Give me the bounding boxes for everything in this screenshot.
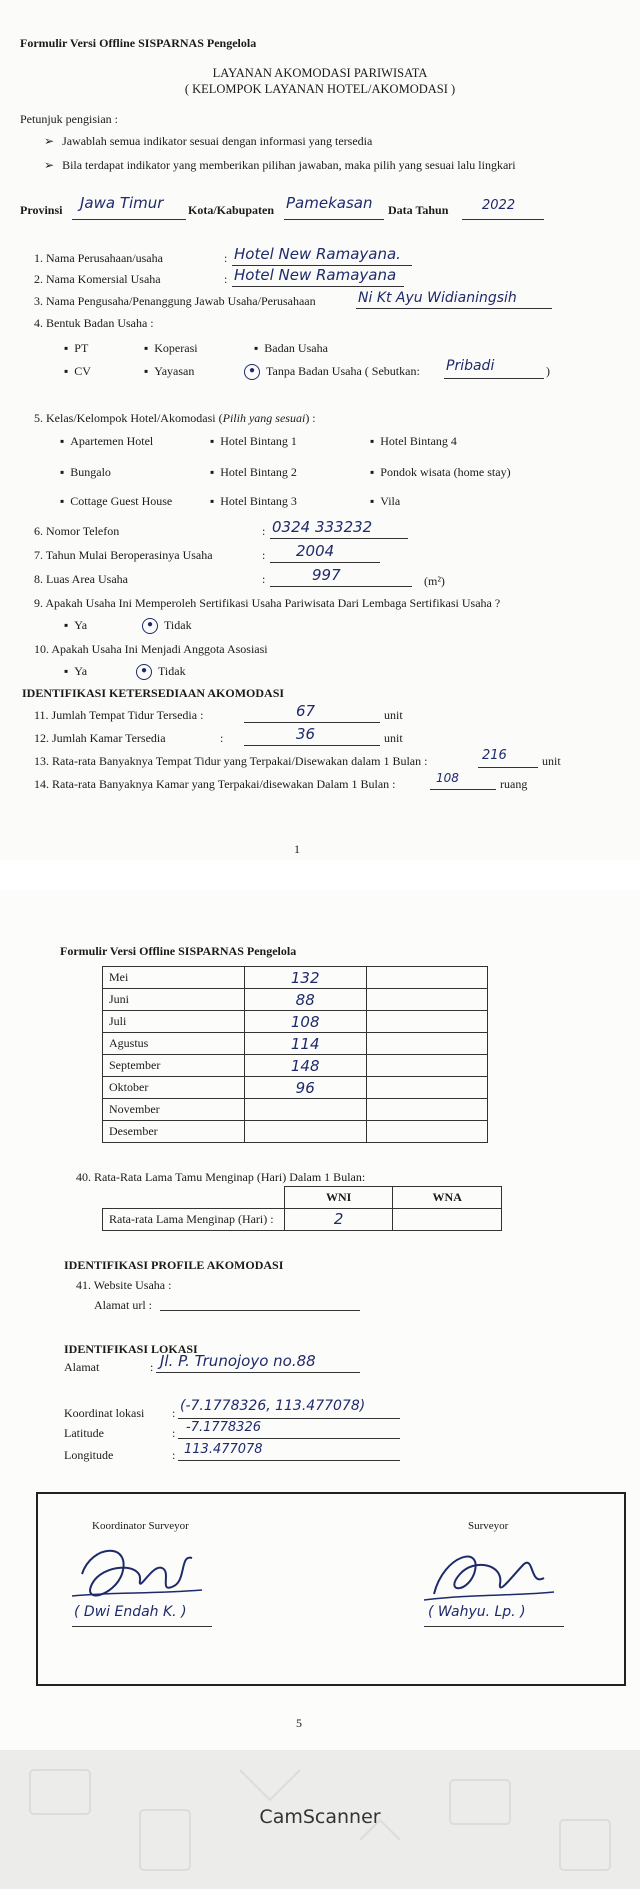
form-header: Formulir Versi Offline SISPARNAS Pengelola [20, 36, 257, 50]
instruction-1: ➢ Jawablah semua indikator sesuai dengan informasi yang tersedia [44, 134, 372, 149]
scanner-footer [0, 1750, 640, 1889]
table-row: Mei 132 [103, 967, 488, 989]
q4-option-badan-usaha: ▪ Badan Usaha [254, 341, 328, 356]
q1-label: 1. Nama Perusahaan/usaha [34, 251, 163, 265]
q7-label: 7. Tahun Mulai Beroperasinya Usaha [34, 548, 213, 562]
q10-option-ya: ▪ Ya [64, 664, 87, 679]
q5-option-vila: ▪ Vila [370, 494, 400, 509]
table-row: Oktober 96 [103, 1077, 488, 1099]
q4-option-yayasan: ▪ Yayasan [144, 364, 194, 379]
table-row: Rata-rata Lama Menginap (Hari) : 2 [103, 1208, 502, 1230]
q14-label: 14. Rata-rata Banyaknya Kamar yang Terpakai/disewakan Dalam 1 Bulan : [34, 777, 396, 791]
table-row: Juli 108 [103, 1011, 488, 1033]
section-lokasi: IDENTIFIKASI LOKASI [64, 1342, 198, 1356]
q14-value: 108 [436, 771, 459, 785]
q12-label: 12. Jumlah Kamar Tersedia [34, 731, 166, 745]
table-row: WNI WNA [103, 1187, 502, 1209]
q2-label: 2. Nama Komersial Usaha [34, 272, 161, 286]
q5-option-bintang-2: ▪ Hotel Bintang 2 [210, 465, 297, 480]
page-number: 5 [296, 1716, 302, 1730]
q4-option-cv: ▪ CV [64, 364, 91, 379]
koordinator-signature [62, 1534, 212, 1614]
latitude-value: -7.1778326 [186, 1420, 261, 1435]
provinsi-label: Provinsi [20, 203, 63, 217]
q40-label: 40. Rata-Rata Lama Tamu Menginap (Hari) Dalam 1 Bulan: [76, 1170, 366, 1184]
table-row: September 148 [103, 1055, 488, 1077]
q11-unit: unit [384, 708, 403, 722]
q5-option-bungalo: ▪ Bungalo [60, 465, 111, 480]
q4-option-pt: ▪ PT [64, 341, 88, 356]
longitude-label: Longitude [64, 1448, 114, 1462]
kota-value: Pamekasan [286, 194, 373, 212]
q11-value: 67 [296, 702, 316, 720]
selected-circle-icon: ● [142, 618, 158, 634]
q12-value: 36 [296, 725, 316, 743]
alamat-label: Alamat [64, 1360, 100, 1374]
table-row: Agustus 114 [103, 1033, 488, 1055]
q4-option-koperasi: ▪ Koperasi [144, 341, 198, 356]
stay-table [102, 1186, 502, 1231]
q4-tanpa-value: Pribadi [446, 358, 495, 374]
section-profile-akomodasi: IDENTIFIKASI PROFILE AKOMODASI [64, 1258, 284, 1272]
q8-unit: (m²) [424, 574, 445, 588]
q9-label: 9. Apakah Usaha Ini Memperoleh Sertifikasi Usaha Pariwisata Dari Lembaga Sertifikasi Usaha ? [34, 596, 501, 610]
koordinator-label: Koordinator Surveyor [92, 1520, 189, 1532]
alamat-value: Jl. P. Trunojoyo no.88 [160, 1352, 316, 1370]
form-header: Formulir Versi Offline SISPARNAS Pengelola [60, 944, 297, 958]
section-ketersediaan-akomodasi: IDENTIFIKASI KETERSEDIAAN AKOMODASI [22, 686, 285, 700]
monthly-table [102, 966, 488, 1143]
q41-url-label: Alamat url : [94, 1298, 152, 1312]
title-line-2: ( KELOMPOK LAYANAN HOTEL/AKOMODASI ) [184, 82, 456, 96]
signature-box [36, 1492, 626, 1686]
q10-label: 10. Apakah Usaha Ini Menjadi Anggota Asosiasi [34, 642, 268, 656]
latitude-label: Latitude [64, 1426, 104, 1440]
q10-option-tidak: ● Tidak [136, 664, 186, 680]
selected-circle-icon: ● [136, 664, 152, 680]
q3-value: Ni Kt Ayu Widianingsih [358, 290, 517, 306]
q2-value: Hotel New Ramayana [234, 266, 397, 284]
tahun-label: Data Tahun [388, 203, 449, 217]
form-page-5: Formulir Versi Offline SISPARNAS Pengelola Mei 132 Juni 88 Juli 108 Agustus 114 September 148 Oktober 96 November Desember 40. Rata-Rata Lama Tamu Menginap (Hari) Dalam 1 Bulan: WNI WNA Rata-rata Lama Menginap (Hari) : 2 IDENTIFIKASI PROFILE AKOMODASI 41. Website Usaha : Alamat url : IDENTIFIKASI LOKASI Alamat : Jl. P. Trunojoyo no.88 Koordinat lokasi : (-7.1778326, 113.477078) Latitude : -7.1778326 Longitude : 113.477078 5 [0, 890, 640, 1750]
q41-label: 41. Website Usaha : [76, 1278, 172, 1292]
koordinat-label: Koordinat lokasi [64, 1406, 145, 1420]
q5-option-pondok: ▪ Pondok wisata (home stay) [370, 465, 511, 480]
q4-option-tanpa-badan: ● Tanpa Badan Usaha ( Sebutkan: [244, 364, 420, 380]
q5-option-bintang-1: ▪ Hotel Bintang 1 [210, 434, 297, 449]
surveyor-signature [404, 1534, 564, 1614]
q7-value: 2004 [296, 542, 335, 560]
table-row: November [103, 1099, 488, 1121]
page-gap [0, 860, 640, 890]
q12-unit: unit [384, 731, 403, 745]
table-row: Desember [103, 1121, 488, 1143]
longitude-value: 113.477078 [184, 1442, 263, 1457]
q1-value: Hotel New Ramayana. [234, 245, 401, 263]
koordinator-name: ( Dwi Endah K. ) [74, 1604, 187, 1620]
q5-label: 5. Kelas/Kelompok Hotel/Akomodasi (Pilih yang sesuai) : [34, 411, 316, 425]
q11-label: 11. Jumlah Tempat Tidur Tersedia : [34, 708, 204, 722]
q13-unit: unit [542, 754, 561, 768]
q6-value: 0324 333232 [272, 518, 373, 536]
q14-unit: ruang [500, 777, 528, 791]
q5-option-bintang-4: ▪ Hotel Bintang 4 [370, 434, 457, 449]
title-line-1: LAYANAN AKOMODASI PARIWISATA [212, 66, 428, 80]
instruction-2: ➢ Bila terdapat indikator yang memberikan pilihan jawaban, maka pilih yang sesuai lalu lingkari [44, 158, 516, 173]
kota-label: Kota/Kabupaten [188, 203, 275, 217]
surveyor-name: ( Wahyu. Lp. ) [428, 1604, 526, 1620]
tahun-value: 2022 [482, 198, 516, 213]
surveyor-label: Surveyor [468, 1520, 509, 1532]
q8-label: 8. Luas Area Usaha [34, 572, 128, 586]
provinsi-value: Jawa Timur [80, 194, 164, 212]
camscanner-brand: CamScanner [259, 1806, 381, 1828]
selected-circle-icon: ● [244, 364, 260, 380]
q9-option-ya: ▪ Ya [64, 618, 87, 633]
q13-value: 216 [482, 748, 507, 763]
q5-option-apartemen: ▪ Apartemen Hotel [60, 434, 153, 449]
q5-option-bintang-3: ▪ Hotel Bintang 3 [210, 494, 297, 509]
q13-label: 13. Rata-rata Banyaknya Tempat Tidur yang Terpakai/Disewakan dalam 1 Bulan : [34, 754, 428, 768]
instructions-label: Petunjuk pengisian : [20, 112, 118, 126]
page-number: 1 [294, 842, 300, 856]
q9-option-tidak: ● Tidak [142, 618, 192, 634]
q5-option-cottage: ▪ Cottage Guest House [60, 494, 172, 509]
koordinat-value: (-7.1778326, 113.477078) [180, 1398, 366, 1414]
q3-label: 3. Nama Pengusaha/Penanggung Jawab Usaha/Perusahaan [34, 294, 316, 308]
q6-label: 6. Nomor Telefon [34, 524, 120, 538]
q4-label: 4. Bentuk Badan Usaha : [34, 316, 154, 330]
table-row: Juni 88 [103, 989, 488, 1011]
q8-value: 997 [312, 566, 341, 584]
form-page-1: Formulir Versi Offline SISPARNAS Pengelola LAYANAN AKOMODASI PARIWISATA ( KELOMPOK LAYANAN HOTEL/AKOMODASI ) Petunjuk pengisian : ➢ Jawablah semua indikator sesuai dengan informasi yang tersedia ➢ Bila terdapat indikator yang memberikan pilihan jawaban, maka pilih yang sesuai lalu lingkari Provinsi Jawa Timur Kota/Kabupaten Pamekasan Data Tahun 2022 1. Nama Perusahaan/usaha : Hotel New Ramayana. 2. Nama Komersial Usaha : Hotel New Ramayana 3. Nama Pengusaha/Penanggung Jawab Usaha/Perusahaan Ni Kt Ayu Widianingsih 4. Bentuk Badan Usaha : ▪ PT ▪ Koperasi ▪ Badan Usaha ▪ CV ▪ Yayasan ● Tanpa Badan Usaha ( Sebutkan: Pribadi ) 5. Kelas/Kelompok Hotel/Akomodasi (Pilih yang sesuai) : ▪ Apartemen Hotel ▪ Hotel Bintang 1 ▪ Hotel Bintang 4 ▪ Bungalo ▪ Hotel Bintang 2 ▪ Pondok wisata (home stay) ▪ Cottage Guest House ▪ Hotel Bintang 3 ▪ Vila 6. Nomor Telefon : 0324 333232 7. Tahun Mulai Beroperasinya Usaha : 2004 8. Luas Area Usaha : 997 (m²) 9. Apakah Usaha Ini Memperoleh Sertifikasi Usaha Pariwisata Dari Lembaga Sertifikasi Usaha ? ▪ Ya ● Tidak 10. Apakah Usaha Ini Menjadi Anggota Asosiasi ▪ Ya ● Tidak IDENTIFIKASI KETERSEDIAAN AKOMODASI 11. Jumlah Tempat Tidur Tersedia : 67 unit 12. Jumlah Kamar Tersedia : 36 unit 13. Rata-rata Banyaknya Tempat Tidur yang Terpakai/Disewakan dalam 1 Bulan : 216 unit 14. Rata-rata Banyaknya Kamar yang Terpakai/disewakan Dalam 1 Bulan : 108 ruang 1 [0, 0, 640, 860]
